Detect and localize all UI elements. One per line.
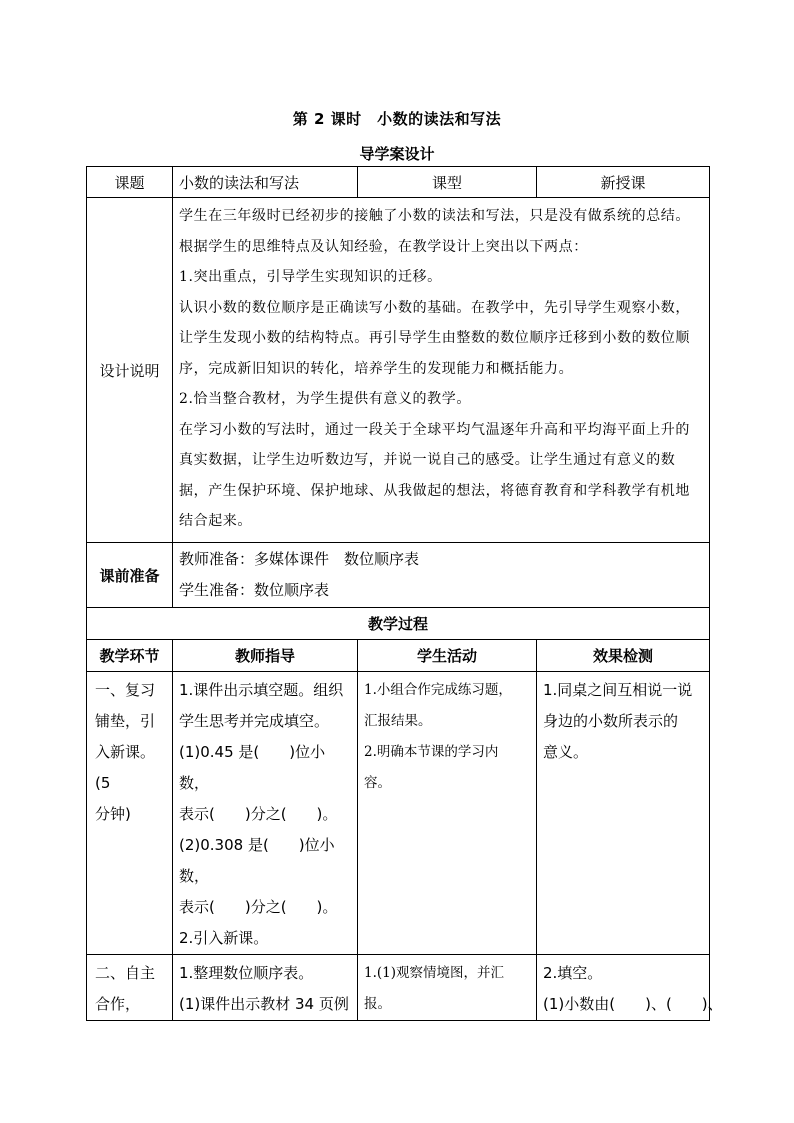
prep-text — [173, 543, 710, 608]
process-heading: 教学过程 — [87, 608, 710, 640]
check-line: 意义。 — [543, 743, 589, 761]
student-cell — [358, 672, 537, 955]
design-paragraph: 1.突出重点，引导学生实现知识的迁移。 — [179, 269, 442, 285]
prep-label: 课前准备 — [87, 543, 173, 608]
design-label: 设计说明 — [87, 198, 173, 543]
check-line: 1.同桌之间互相说一说 — [543, 681, 693, 699]
stage-cell — [87, 672, 173, 955]
stage-line: 分钟) — [95, 805, 131, 823]
process-row — [87, 955, 710, 1021]
design-paragraph: 学生在三年级时已经初步的接触了小数的读法和写法，只是没有做系统的总结。根据学生的思维特点及认知经验，在教学设计上突出以下两点： — [179, 208, 690, 255]
student-line: 2.明确本节课的学习内 — [364, 744, 499, 760]
teacher-line: 学生思考并完成填空。 — [179, 712, 330, 730]
teacher-cell — [173, 955, 358, 1021]
teacher-cell — [173, 672, 358, 955]
teacher-line: (1)课件出示教材 34 页例 — [179, 995, 349, 1013]
process-heading-row — [87, 608, 710, 640]
stage-line: 铺垫，引 — [95, 712, 156, 730]
page-subtitle: 导学案设计 — [359, 145, 435, 163]
column-header: 教师指导 — [173, 640, 358, 672]
column-header: 教学环节 — [87, 640, 173, 672]
lesson-plan-table — [86, 166, 723, 1021]
check-cell — [537, 955, 723, 1021]
column-header: 学生活动 — [358, 640, 537, 672]
design-row — [87, 198, 710, 543]
stage-line: 一、复习 — [95, 681, 156, 699]
page-title: 第 2 课时 小数的读法和写法 — [292, 110, 502, 128]
student-line: 报。 — [364, 996, 391, 1012]
check-cell — [537, 672, 710, 955]
teacher-line: (1)0.45 是( )位小数， — [179, 743, 326, 792]
design-paragraph: 认识小数的数位顺序是正确读写小数的基础。在教学中，先引导学生观察小数，让学生发现小数的结构特点。再引导学生由整数的数位顺序迁移到小数的数位顺序，完成新旧知识的转化，培养学生的发现能力和概括能力。 — [179, 299, 690, 377]
design-paragraph: 在学习小数的写法时，通过一段关于全球平均气温逐年升高和平均海平面上升的真实数据，让学生边听数边写，并说一说自己的感受。让学生通过有意义的数据，产生保护环境、保护地球、从我做起的想法，将德育教育和学科教学有机地结合起来。 — [179, 421, 690, 529]
student-line: 1.(1)观察情境图，并汇 — [364, 965, 505, 981]
student-cell — [358, 955, 537, 1021]
stage-cell — [87, 955, 173, 1021]
process-columns-row — [87, 640, 710, 672]
type-value: 新授课 — [537, 167, 710, 198]
check-line: (1)小数由( )、( )、 — [543, 995, 723, 1013]
teacher-line: 1.整理数位顺序表。 — [179, 964, 314, 982]
check-line: 2.填空。 — [543, 964, 603, 982]
teacher-line: 表示( )分之( )。 — [179, 805, 338, 823]
process-row — [87, 672, 710, 955]
teacher-line: 1.课件出示填空题。组织 — [179, 681, 344, 699]
student-line: 汇报结果。 — [364, 713, 432, 729]
topic-label: 课题 — [87, 167, 173, 198]
topic-value: 小数的读法和写法 — [173, 167, 358, 198]
stage-line: 入新课。(5 — [95, 743, 156, 792]
student-line: 1.小组合作完成练习题， — [364, 682, 512, 698]
design-text — [173, 198, 710, 543]
teacher-line: 2.引入新课。 — [179, 929, 269, 947]
stage-line: 二、自主 — [95, 964, 156, 982]
type-label: 课型 — [358, 167, 537, 198]
teacher-line: 表示( )分之( )。 — [179, 898, 338, 916]
design-paragraph: 2.恰当整合教材，为学生提供有意义的教学。 — [179, 391, 471, 407]
check-line: 身边的小数所表示的 — [543, 712, 679, 730]
student-line: 容。 — [364, 775, 391, 791]
teacher-line: (2)0.308 是( )位小数， — [179, 836, 335, 885]
prep-row — [87, 543, 710, 608]
stage-line: 合作， — [95, 995, 141, 1013]
prep-student: 学生准备：数位顺序表 — [179, 581, 330, 599]
column-header: 效果检测 — [537, 640, 710, 672]
prep-teacher: 教师准备：多媒体课件 数位顺序表 — [179, 550, 420, 568]
header-row — [87, 167, 710, 198]
